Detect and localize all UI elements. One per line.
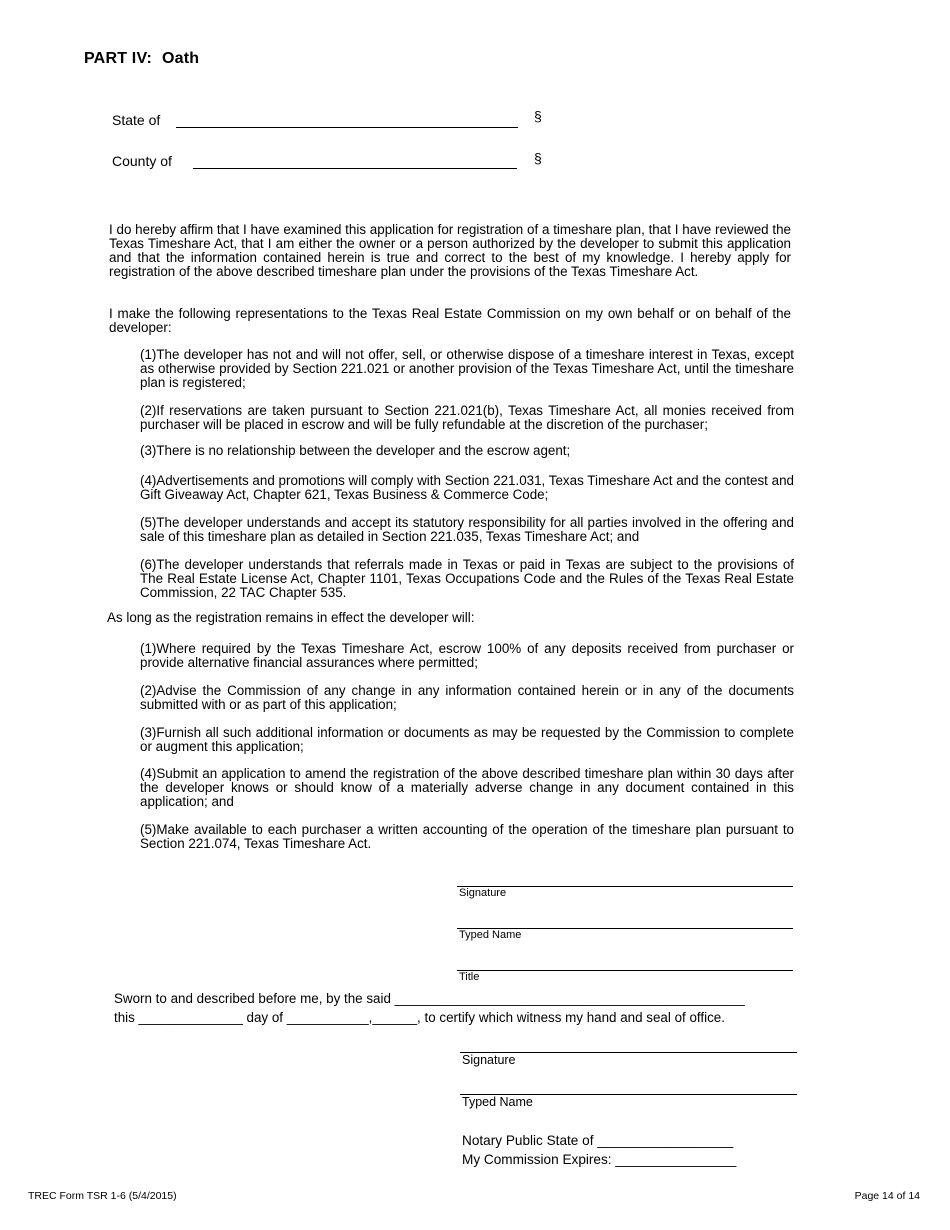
footer-page-number: Page 14 of 14	[854, 1190, 920, 1202]
applicant-signature-line[interactable]	[457, 886, 793, 887]
sworn-line-2: this ______________ day of ___________,______, to certify which witness my hand and seal of office.	[114, 1010, 725, 1025]
section-symbol-state: §	[534, 108, 542, 124]
representations-intro: I make the following representations to the Texas Real Estate Commission on my own behalf or on behalf of the developer:	[109, 306, 791, 335]
applicant-title-line[interactable]	[457, 970, 793, 971]
applicant-title-label: Title	[459, 971, 480, 983]
section-symbol-county: §	[534, 150, 542, 166]
obligation-item: (2)Advise the Commission of any change in any information contained herein or in any of the documents submitted with or as part of this application;	[140, 683, 794, 712]
part-title: Oath	[161, 50, 200, 67]
representation-item: (6)The developer understands that referrals made in Texas or paid in Texas are subject to the provisions of The Real Estate License Act, Chapter 1101, Texas Occupations Code and the Rules of the Texas Real Estate Commission, 22 TAC Chapter 535.	[140, 557, 794, 600]
county-label: County of	[112, 153, 172, 169]
state-field[interactable]	[176, 127, 518, 128]
obligation-item: (3)Furnish all such additional information or documents as may be requested by the Commission to complete or augment this application;	[140, 725, 794, 754]
representation-item: (3)There is no relationship between the developer and the escrow agent;	[140, 443, 571, 458]
representation-item: (2)If reservations are taken pursuant to Section 221.021(b), Texas Timeshare Act, all monies received from purchaser will be placed in escrow and will be fully refundable at the discretion of the purchaser;	[140, 403, 794, 432]
page-heading	[84, 50, 199, 68]
applicant-signature-label: Signature	[459, 887, 507, 899]
sworn-line-1: Sworn to and described before me, by the said _______________________________________________	[114, 991, 745, 1006]
notary-signature-label: Signature	[462, 1053, 516, 1067]
representation-item: (5)The developer understands and accept its statutory responsibility for all parties involved in the offering and sale of this timeshare plan as detailed in Section 221.035, Texas Timeshare Act; and	[140, 515, 794, 544]
obligation-item: (5)Make available to each purchaser a written accounting of the operation of the timeshare plan pursuant to Section 221.074, Texas Timeshare Act.	[140, 822, 794, 851]
obligations-intro: As long as the registration remains in effect the developer will:	[107, 610, 475, 625]
obligation-item: (1)Where required by the Texas Timeshare Act, escrow 100% of any deposits received from purchaser or provide alternative financial assurances where permitted;	[140, 641, 794, 670]
part-number: PART IV:	[84, 50, 152, 67]
notary-typed-name-label: Typed Name	[462, 1095, 533, 1109]
representation-item: (4)Advertisements and promotions will comply with Section 221.031, Texas Timeshare Act and the contest and Gift Giveaway Act, Chapter 621, Texas Business & Commerce Code;	[140, 473, 794, 502]
county-field[interactable]	[193, 168, 517, 169]
state-label: State of	[112, 112, 161, 128]
representation-item: (1)The developer has not and will not offer, sell, or otherwise dispose of a timeshare interest in Texas, except as otherwise provided by Section 221.021 or another provision of the Texas Timeshare Act, until the timeshare plan is registered;	[140, 347, 794, 390]
obligation-item: (4)Submit an application to amend the registration of the above described timeshare plan within 30 days after the developer knows or should know of a materially adverse change in any document contained in this application; and	[140, 766, 794, 809]
footer-form-id: TREC Form TSR 1-6 (5/4/2015)	[28, 1190, 177, 1202]
applicant-typed-name-label: Typed Name	[459, 929, 522, 941]
affirmation-paragraph: I do hereby affirm that I have examined this application for registration of a timeshare plan, that I have reviewed the Texas Timeshare Act, that I am either the owner or a person authorized by the developer to submit this application and that the information contained herein is true and correct to the best of my knowledge. I hereby apply for registration of the above described timeshare plan under the provisions of the Texas Timeshare Act.	[109, 222, 791, 279]
notary-expires-line: My Commission Expires: ________________	[462, 1152, 737, 1167]
notary-state-line: Notary Public State of __________________	[462, 1133, 734, 1148]
